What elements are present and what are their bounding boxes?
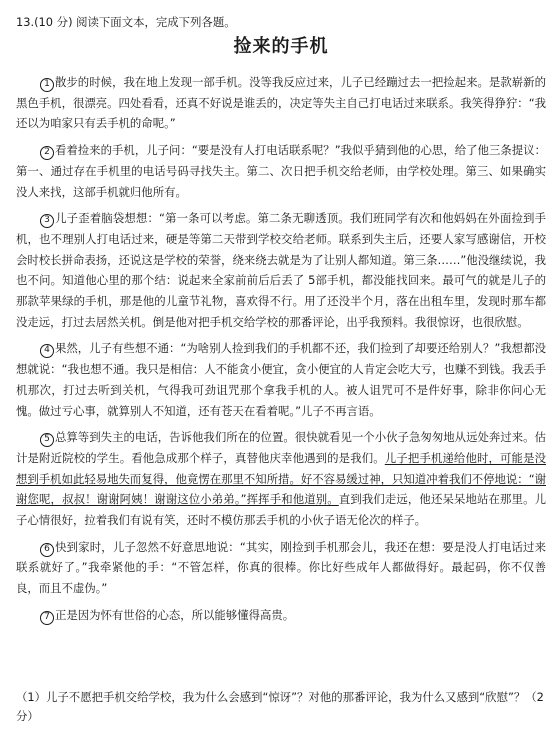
paragraph-text: 直到我们走远，他还呆呆地站在那里。儿子心情很好，拉着我们有说有笑，还时不模仿那丢手机的小伙子语无伦次的样子。 xyxy=(16,492,546,528)
paragraph-text: 看着捡来的手机，儿子问：“要是没有人打电话联系呢？”我似乎猜到他的心思，给了他三条提议：第一、通过存在手机里的电话号码寻找失主。第二、次日把手机交给老师，由学校处理。第三、如果确实没人来找，这部手机就归他所有。 xyxy=(16,143,546,199)
paragraph-number: 6 xyxy=(40,543,54,557)
paragraph-4 xyxy=(16,338,546,421)
paragraph-text: 散步的时候，我在地上发现一部手机。没等我反应过来，儿子已经蹦过去一把捡起来。是款崭新的黑色手机，很漂亮。四处看看，还真不好说是谁丢的，决定等失主自己打电话过来联系。我笑得狰狞：“我还以为咱家只有丢手机的命呢。” xyxy=(16,75,546,131)
article-title: 捡来的手机 xyxy=(233,36,329,57)
paragraph-7 xyxy=(16,605,546,626)
paragraph-number: 5 xyxy=(40,433,54,447)
question-header: 13.(10 分) 阅读下面文本，完成下列各题。 xyxy=(16,15,236,29)
paragraph-text: 果然，儿子有些想不通：“为啥别人捡到我们的手机都不还，我们捡到了却要还给别人？”我想都没想就说：“我也想不通。我只是相信：人不能贪小便宜，贪小便宜的人肯定会吃大亏，也赚不到钱。我丢手机那次，打过去听到关机，气得我可劲诅咒那个拿我手机的人。被人诅咒可不是件好事，除非你问心无愧。做过亏心事，就算别人不知道，还有苍天在看着呢。”儿子不再言语。 xyxy=(16,341,546,418)
question-1: （1）儿子不愿把手机交给学校，我为什么会感到“惊讶”？对他的那番评论，我为什么又感到“欣慰”？（2 分） xyxy=(16,690,544,723)
paragraph-text: 正是因为怀有世俗的心态，所以能够懂得高贵。 xyxy=(54,607,295,622)
paragraph-2 xyxy=(16,140,546,202)
paragraph-number: 7 xyxy=(40,611,54,625)
paragraph-text: 快到家时，儿子忽然不好意思地说：“其实，刚捡到手机那会儿，我还在想：要是没人打电话过来联系就好了。”我牵紧他的手：“不管怎样，你真的很棒。你比好些成年人都做得好。最起码，你不仅善良，而且不虚伪。” xyxy=(16,539,546,596)
paragraph-text: 总算等到失主的电话，告诉他我们所在的位置。很快就看见一个小伙子急匆匆地从远处奔过来。估计是附近院校的学生。看他急成那个样子，真替他庆幸他遇到的是我们。 xyxy=(16,430,546,465)
paragraph-text: 儿子歪着脑袋想想：“第一条可以考虑。第二条无聊透顶。我们班同学有次和他妈妈在外面捡到手机，也不理别人打电话过来，硬是等第二天带到学校交给老师。联系到失主后，还要人家写感谢信，开校会时校长拼命表扬，还说这是学校的荣誉，绕来绕去就是为了让别人都知道。第三条……”他没继续说，我也不问。知道他心里的那个结：说起来全家前前后后丢了 5部手机，都没能找回来。最可气的就是儿子的那款苹果绿的手机，那是他的儿童节礼物，喜欢得不行。用了还没半个月，落在出租车里，发现时那车都没走远，打过去居然关机。倒是他对把手机交给学校的那番评论，出乎我预料。我很惊讶，也很欣慰。 xyxy=(16,211,546,329)
paragraph-number: 2 xyxy=(40,146,54,160)
paragraph-number: 3 xyxy=(40,214,54,228)
paragraph-1 xyxy=(16,72,546,134)
paragraph-6 xyxy=(16,537,546,599)
paragraph-3 xyxy=(16,208,546,332)
underlined-passage: 儿子把手机递给他时，可能是没想到手机如此轻易地失而复得，他竟愣在那里不知所措。好不容易缓过神，只知道冲着我们不停地说：“谢谢您呢，叔叔！谢谢阿姨！谢谢这位小弟弟。”挥挥手和他道别。 xyxy=(16,450,546,507)
paragraph-number: 4 xyxy=(40,344,54,358)
paragraph-5 xyxy=(16,427,546,531)
paragraph-number: 1 xyxy=(40,78,54,92)
